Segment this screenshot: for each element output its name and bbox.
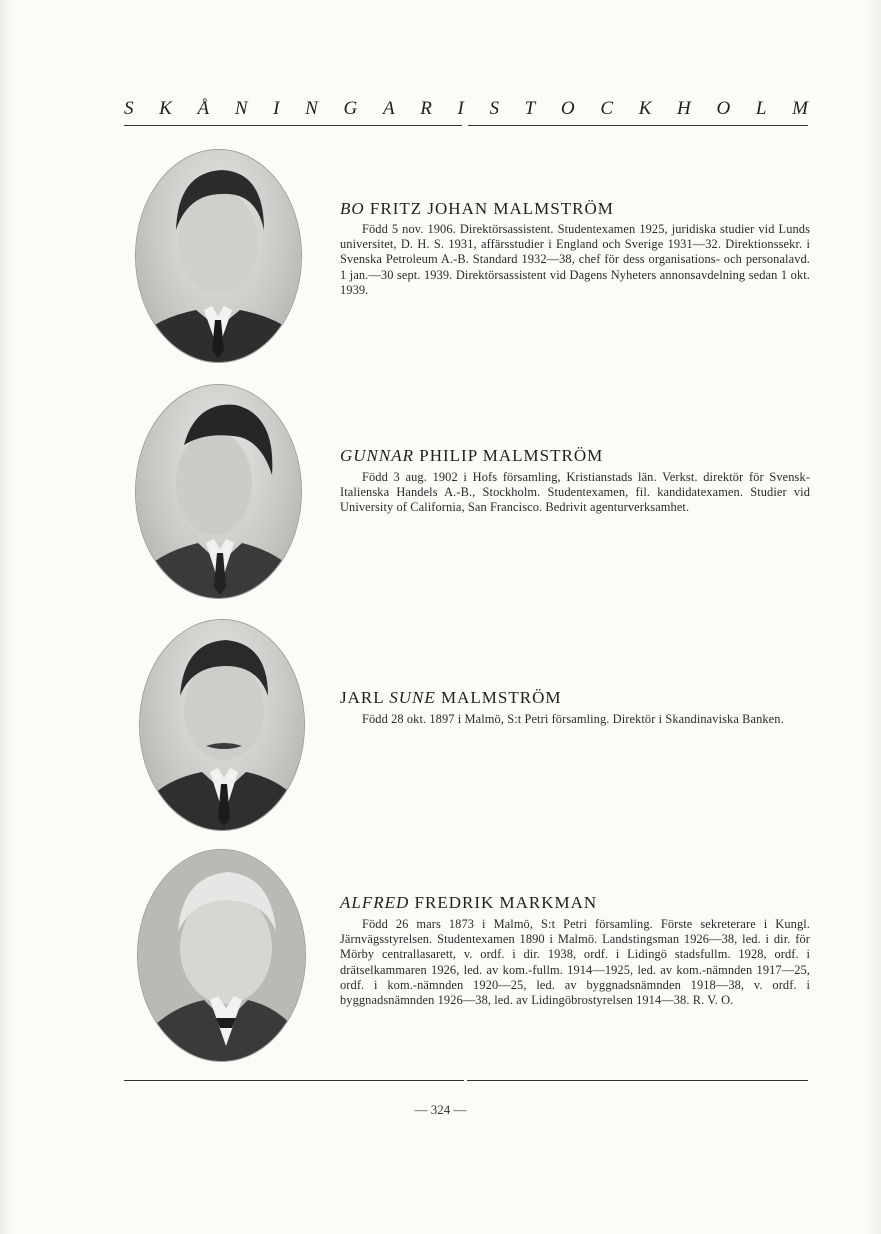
header-letter: A (382, 98, 395, 119)
header-letter: C (600, 98, 614, 119)
portrait-icon (138, 850, 305, 1061)
header-letter: N (305, 98, 318, 119)
name-rest: FRITZ JOHAN MALMSTRÖM (369, 199, 614, 218)
footer-rule (467, 1080, 808, 1081)
header-letter: N (234, 98, 248, 119)
name-rest: MALMSTRÖM (441, 688, 562, 707)
header-letter: G (343, 98, 358, 119)
name-prefix: JARL (340, 688, 384, 707)
header-letter: K (159, 98, 172, 119)
header-letter: K (638, 98, 652, 119)
portrait-icon (140, 620, 304, 830)
biography-text: Född 28 okt. 1897 i Malmö, S:t Petri församling. Direktör i Skandinaviska Banken. (362, 712, 784, 726)
name-rest: FREDRIK MARKMAN (414, 893, 598, 912)
portrait-photo (136, 385, 301, 598)
header-rule (124, 125, 462, 126)
running-header (124, 98, 808, 128)
running-header-title (124, 98, 808, 120)
header-letter: R (420, 98, 432, 119)
header-letter: O (560, 98, 575, 119)
header-letter: I (273, 98, 280, 119)
header-rule (468, 125, 808, 126)
biography-text: Född 3 aug. 1902 i Hofs församling, Kristianstads län. Verkst. direktör för Svensk-Italienska Handels A.-B., Stockholm. Studentexamen, fil. kandidatexamen. Studier vid University of California, San Francisco. Bedrivit agenturverksamhet. (340, 470, 810, 515)
header-letter: T (524, 98, 536, 119)
header-letter: S (489, 98, 499, 119)
portrait-photo (138, 850, 305, 1061)
header-letter: O (716, 98, 731, 119)
page-number: — 324 — (414, 1102, 467, 1117)
name-emphasis: SUNE (389, 688, 436, 707)
header-letter: S (124, 98, 134, 119)
header-letter: Å (197, 98, 210, 119)
name-emphasis: BO (340, 199, 365, 218)
portrait-photo (140, 620, 304, 830)
header-letter: H (677, 98, 691, 119)
person-name (340, 688, 561, 708)
biography-text: Född 26 mars 1873 i Malmö, S:t Petri församling. Förste sekreterare i Kungl. Järnvägsstyrelsen. Studentexamen 1890 i Malmö. Landstingsman 1926—38, led. i dir. för Mörby centrallasarett, v. ordf. i dir. 1938, ordf. i Lidingö stadsfullm. 1928, ordf. i drätselkammaren 1926, led. av kom.-fullm. 1914—1925, led. av kom.-nämnden 1917—25, ordf. i kom.-nämnden 1920—25, led. av byggnadsnämnden 1918—38, v. ordf. i byggnadsnämnden 1926—38, led. av Lidingöbrostyrelsen 1914—38. R. V. O. (340, 917, 810, 1008)
header-letter: L (755, 98, 767, 119)
person-name (340, 893, 597, 913)
footer-rule (124, 1080, 464, 1081)
portrait-icon (136, 385, 301, 598)
name-rest: PHILIP MALMSTRÖM (419, 446, 604, 465)
name-emphasis: GUNNAR (340, 446, 414, 465)
biography-text: Född 5 nov. 1906. Direktörsassistent. Studentexamen 1925, juridiska studier vid Lunds universitet, D. H. S. 1931, affärsstudier i England och Sverige 1931—32. Direktionssekr. i Svenska Petroleum A.-B. Standard 1932—38, chef för dess organisations- och personalavd. 1 jan.—30 sept. 1939. Direktörsassistent vid Dagens Nyheters annonsavdelning sedan 1 okt. 1939. (340, 222, 810, 297)
header-letter: M (792, 98, 808, 119)
header-letter: I (457, 98, 464, 119)
person-name (340, 446, 603, 466)
name-emphasis: ALFRED (340, 893, 410, 912)
portrait-icon (136, 150, 301, 362)
person-name (340, 199, 614, 219)
portrait-photo (136, 150, 301, 362)
